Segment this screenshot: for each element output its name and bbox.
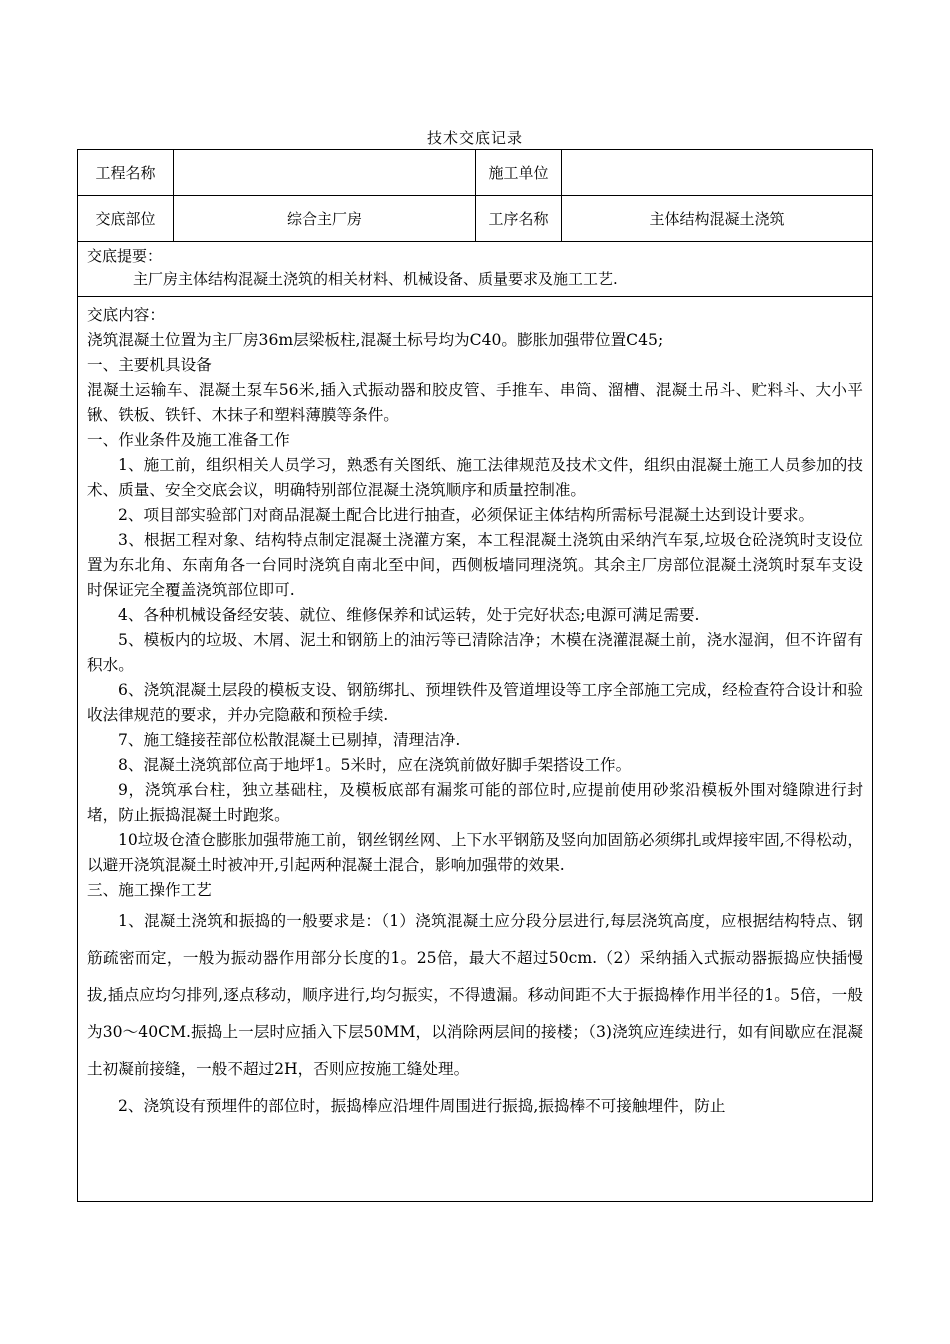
section-2-item: 9，浇筑承台柱，独立基础柱，及模板底部有漏浆可能的部位时,应提前使用砂浆沿模板外围对缝隙进行封堵，防止振捣混凝土时跑浆。 xyxy=(87,781,863,824)
section-2-title: 一、作业条件及施工准备工作 xyxy=(87,431,290,449)
location-value: 综合主厂房 xyxy=(174,196,476,241)
section-2-item: 5、模板内的垃圾、木屑、泥土和钢筋上的油污等已清除洁净；木模在浇灌混凝土前，浇水湿润，但不许留有积水。 xyxy=(87,631,863,674)
construction-unit-label: 施工单位 xyxy=(476,150,562,195)
summary-section xyxy=(78,242,872,297)
section-3-paragraph-1: 1、混凝土浇筑和振捣的一般要求是：（1）浇筑混凝土应分段分层进行,每层浇筑高度，应根据结构特点、钢筋疏密而定，一般为振动器作用部分长度的1。25倍，最大不超过50cm.（2）采纳插入式振动器振捣应快插慢拔,插点应均匀排列,逐点移动，顺序进行,均匀振实，不得遗漏。移动间距不大于振捣棒作用半径的1。5倍，一般为30～40CM.振捣上一层时应插入下层50MM，以消除两层间的接楼；（3)浇筑应连续进行，如有间歇应在混凝土初凝前接缝，一般不超过2H，否则应按施工缝处理。 xyxy=(87,912,863,1078)
content-section xyxy=(78,297,872,1125)
section-2-item: 3、根据工程对象、结构特点制定混凝土浇灌方案，本工程混凝土浇筑由采纳汽车泵,垃圾仓砼浇筑时支设位置为东北角、东南角各一台同时浇筑自南北至中间，西侧板墙同理浇筑。其余主厂房部位混凝土浇筑时泵车支设时保证完全覆盖浇筑部位即可. xyxy=(87,531,863,599)
section-3-title: 三、施工操作工艺 xyxy=(87,881,212,899)
section-2-item: 4、各种机械设备经安装、就位、维修保养和试运转，处于完好状态;电源可满足需要. xyxy=(118,606,700,624)
section-2-item: 1、施工前，组织相关人员学习，熟悉有关图纸、施工法律规范及技术文件，组织由混凝土施工人员参加的技术、质量、安全交底会议，明确特别部位混凝土浇筑顺序和质量控制准。 xyxy=(87,456,863,499)
content-label: 交底内容： xyxy=(87,306,165,324)
section-2-item: 7、施工缝接茬部位松散混凝土已剔掉，清理洁净. xyxy=(118,731,461,749)
summary-label: 交底提要： xyxy=(87,247,163,265)
location-label: 交底部位 xyxy=(78,196,174,241)
section-3-paragraph-2: 2、浇筑设有预埋件的部位时，振捣棒应沿埋件周围进行振捣,振捣棒不可接触埋件，防止 xyxy=(118,1097,726,1115)
section-2-item: 10垃圾仓渣仓膨胀加强带施工前，钢丝钢丝网、上下水平钢筋及竖向加固筋必须绑扎或焊接牢固,不得松动，以避开浇筑混凝土时被冲开,引起两种混凝土混合，影响加强带的效果. xyxy=(87,831,863,874)
disclosure-form xyxy=(77,149,873,1202)
construction-unit-value xyxy=(562,150,872,195)
operation-process xyxy=(87,903,863,1125)
section-2-item: 6、浇筑混凝土层段的模板支设、钢筋绑扎、预埋铁件及管道埋设等工序全部施工完成，经检查符合设计和验收法律规范的要求，并办完隐蔽和预检手续. xyxy=(87,681,863,724)
header-row-1 xyxy=(78,150,872,196)
content-intro: 浇筑混凝土位置为主厂房36m层梁板柱,混凝土标号均为C40。膨胀加强带位置C45; xyxy=(87,331,664,349)
project-name-value xyxy=(174,150,476,195)
header-row-2 xyxy=(78,196,872,242)
project-name-label: 工程名称 xyxy=(78,150,174,195)
section-2-item: 2、项目部实验部门对商品混凝土配合比进行抽查，必须保证主体结构所需标号混凝土达到设计要求。 xyxy=(118,506,815,524)
summary-text: 主厂房主体结构混凝土浇筑的相关材料、机械设备、质量要求及施工工艺. xyxy=(133,270,618,288)
process-value: 主体结构混凝土浇筑 xyxy=(649,210,785,228)
process-label: 工序名称 xyxy=(476,196,562,241)
section-1-text: 混凝土运输车、混凝土泵车56米,插入式振动器和胶皮管、手推车、串筒、溜槽、混凝土吊斗、贮料斗、大小平锹、铁板、铁钎、木抹子和塑料薄膜等条件。 xyxy=(87,381,863,424)
section-1-title: 一、主要机具设备 xyxy=(87,356,212,374)
section-2-item: 8、混凝土浇筑部位高于地坪1。5米时，应在浇筑前做好脚手架搭设工作。 xyxy=(118,756,632,774)
document-title: 技术交底记录 xyxy=(426,129,523,147)
